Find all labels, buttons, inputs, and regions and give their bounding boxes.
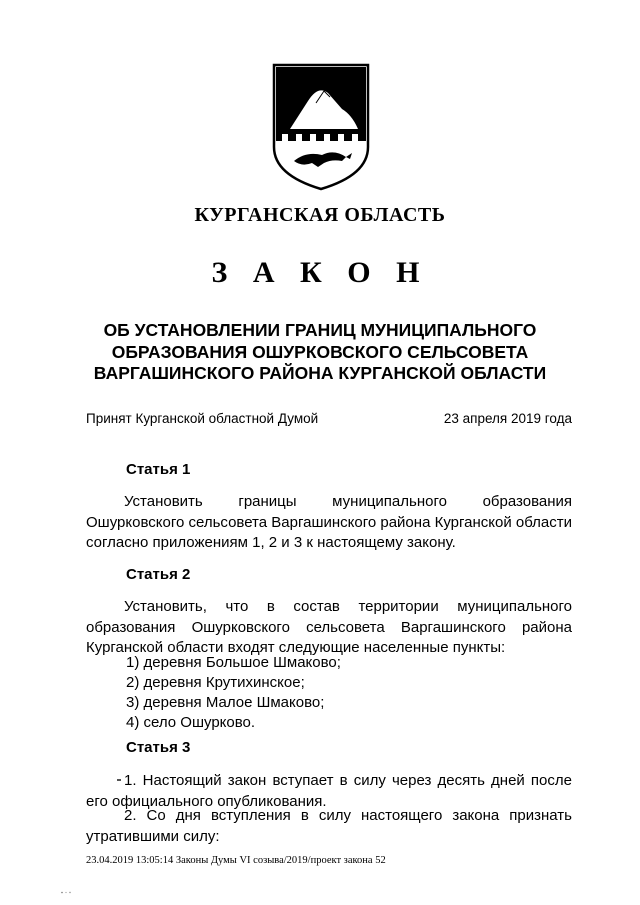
adoption-date: 23 апреля 2019 года — [443, 411, 572, 426]
adopted-by: Принят Курганской областной Думой — [86, 411, 319, 426]
article-paragraph: 2. Со дня вступления в силу настоящего закона признать утратившими силу: — [86, 807, 572, 845]
article-text: Установить границы муниципального образования Ошурковского сельсовета Варгашинского района Курганской области согласно приложениям 1, 2 и 3 к настоящему закону. — [86, 493, 572, 551]
law-title-line: ВАРГАШИНСКОГО РАЙОНА КУРГАНСКОЙ ОБЛАСТИ — [93, 363, 547, 383]
article-heading: Статья 2 — [126, 566, 191, 583]
list-item: 3) деревня Малое Шмаково; — [126, 694, 325, 711]
article-heading: Статья 3 — [126, 739, 191, 756]
footer-stamp: 23.04.2019 13:05:14 Законы Думы VI созыва/2019/проект закона 52 — [86, 855, 386, 866]
list-item: 2) деревня Крутихинское; — [126, 674, 305, 691]
coat-of-arms-icon — [272, 63, 370, 191]
list-item: 1) деревня Большое Шмаково; — [126, 654, 341, 671]
article-paragraph: 1. Настоящий закон вступает в силу через десять дней после его официального опубликования. — [86, 772, 572, 810]
law-title-line: ОБ УСТАНОВЛЕНИИ ГРАНИЦ МУНИЦИПАЛЬНОГО — [103, 320, 537, 340]
scan-speck — [60, 891, 72, 894]
list-item: 4) село Ошурково. — [126, 714, 256, 731]
law-title — [60, 320, 580, 385]
law-title-line: ОБРАЗОВАНИЯ ОШУРКОВСКОГО СЕЛЬСОВЕТА — [111, 341, 529, 362]
document-type: З А К О Н — [211, 256, 429, 289]
article-heading: Статья 1 — [126, 461, 191, 478]
region-title: КУРГАНСКАЯ ОБЛАСТЬ — [194, 204, 446, 226]
article-text: Установить, что в состав территории муниципального образования Ошурковского сельсовета Варгашинского района Курганской области входят следующие населенные пункты: — [86, 598, 572, 656]
